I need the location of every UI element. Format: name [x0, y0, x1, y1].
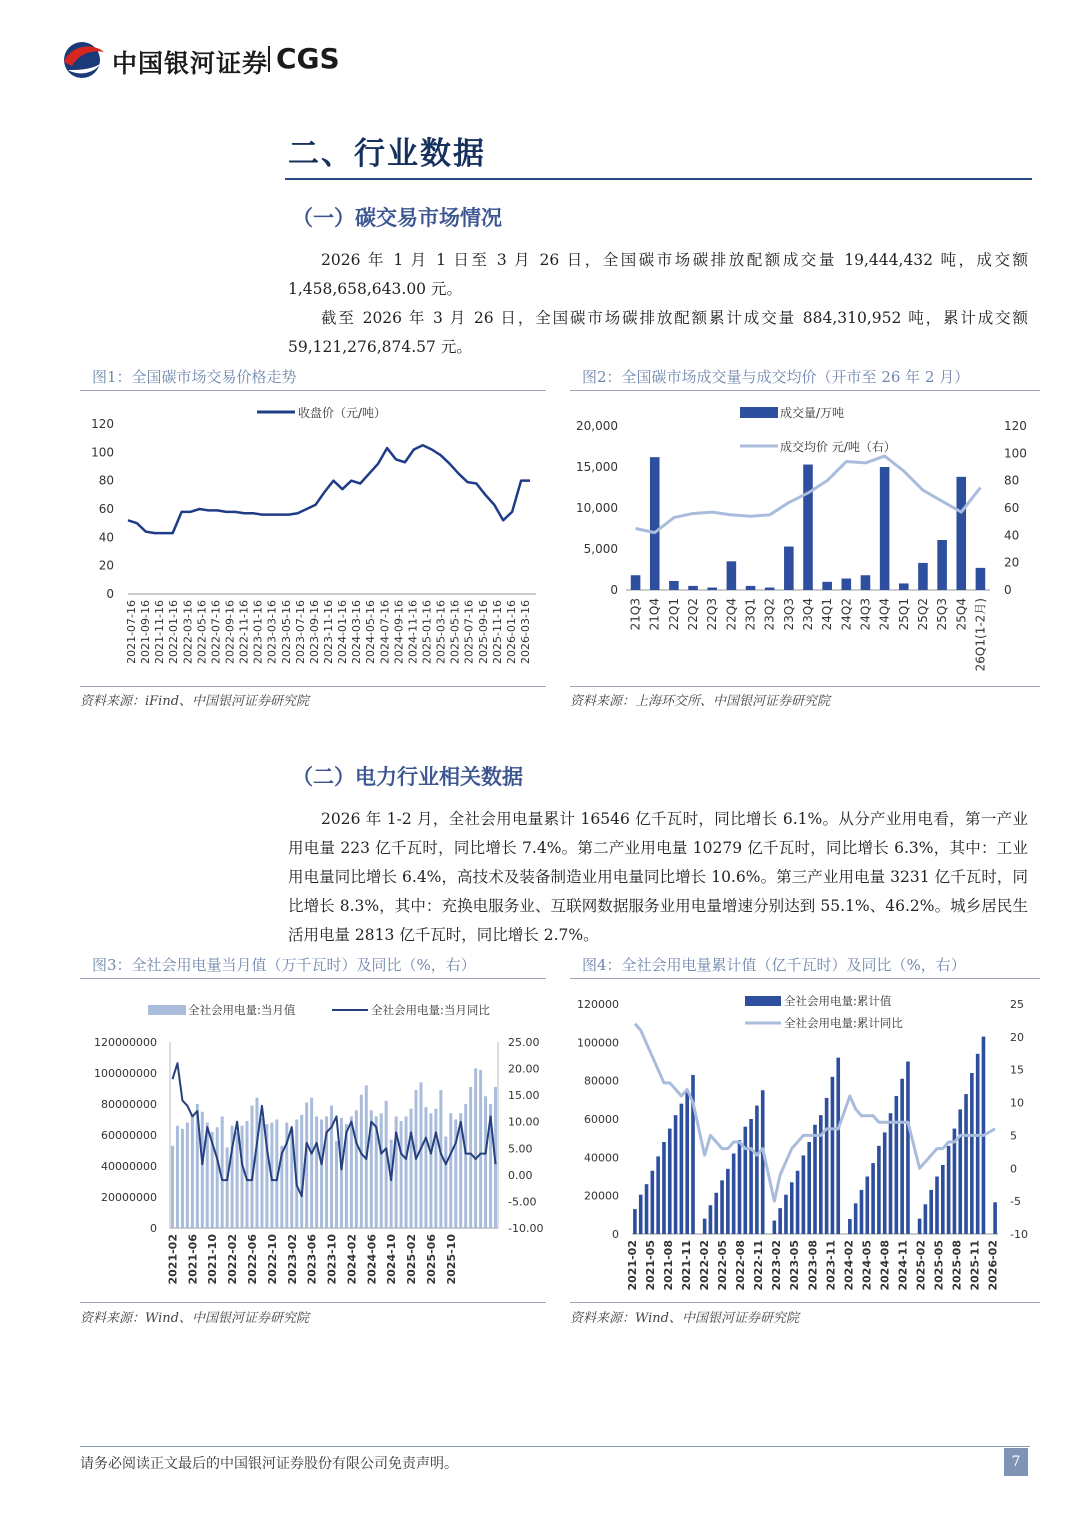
volume-bar	[956, 477, 966, 590]
volume-bar	[707, 588, 717, 590]
cumulative-bar	[900, 1079, 904, 1234]
y-left-tick-label: 40000000	[101, 1160, 157, 1173]
x-tick-label: 2021-09-16	[139, 600, 153, 664]
legend-label: 全社会用电量:累计同比	[784, 1016, 903, 1030]
cumulative-bar	[929, 1190, 933, 1234]
volume-bar	[803, 465, 813, 590]
y-left-tick-label: 120000000	[94, 1036, 157, 1049]
cumulative-bar	[778, 1208, 782, 1234]
y-right-tick-label: 80	[1004, 473, 1020, 488]
cumulative-bar	[883, 1132, 887, 1234]
figure-4-rule	[570, 978, 1040, 979]
y-left-tick-label: 80000	[584, 1074, 619, 1088]
cumulative-bar	[714, 1193, 718, 1234]
cumulative-bar	[790, 1182, 794, 1234]
x-tick-label: 24Q4	[877, 598, 892, 631]
cumulative-bar	[639, 1195, 643, 1234]
legend-bar-swatch	[745, 996, 781, 1006]
cumulative-bar	[709, 1205, 713, 1234]
volume-bar	[631, 575, 641, 590]
figure-3-bottom-rule	[80, 1302, 546, 1303]
cumulative-bar	[854, 1203, 858, 1234]
x-tick-label: 24Q2	[839, 598, 854, 631]
monthly-bar	[236, 1132, 239, 1228]
y-left-tick-label: 0	[612, 1228, 619, 1241]
legend-label: 全社会用电量:当月同比	[371, 1003, 490, 1017]
monthly-bar	[360, 1095, 363, 1228]
legend-label: 全社会用电量:当月值	[188, 1003, 296, 1017]
y-right-tick-label: -10.00	[508, 1222, 544, 1235]
y-tick-label: 20	[98, 558, 114, 573]
x-tick-label: 2025-06	[424, 1234, 438, 1285]
figure-4-title: 图4：全社会用电量累计值（亿千瓦时）及同比（%，右）	[582, 956, 966, 974]
y-right-tick-label: -10	[1010, 1228, 1028, 1241]
y-right-tick-label: 0	[1004, 583, 1012, 597]
monthly-bar	[424, 1107, 427, 1228]
monthly-bar	[444, 1137, 447, 1228]
y-right-tick-label: 25.00	[508, 1036, 540, 1049]
y-right-tick-label: 0.00	[508, 1168, 533, 1182]
y-tick-label: 0	[106, 587, 114, 601]
x-tick-label: 23Q1	[743, 598, 758, 631]
cumulative-bar	[813, 1125, 817, 1234]
y-right-tick-label: 10	[1010, 1096, 1024, 1110]
cumulative-bar	[651, 1171, 655, 1234]
x-tick-label: 2021-05	[644, 1240, 658, 1291]
y-right-tick-label: 15	[1010, 1063, 1024, 1077]
x-tick-label: 2024-07-16	[378, 600, 392, 664]
y-left-tick-label: 20000	[584, 1189, 619, 1203]
figure-3-title: 图3：全社会用电量当月值（万千瓦时）及同比（%，右）	[92, 956, 476, 974]
cumulative-bar	[749, 1119, 753, 1234]
cumulative-bar	[947, 1146, 951, 1234]
monthly-bar	[390, 1140, 393, 1228]
volume-bar	[784, 547, 794, 590]
legend-label: 全社会用电量:累计值	[784, 994, 892, 1008]
volume-bar	[899, 583, 909, 590]
cumulative-bar	[924, 1204, 928, 1234]
y-left-tick-label: 15,000	[576, 460, 618, 474]
volume-bar	[842, 579, 852, 590]
y-left-tick-label: 20,000	[576, 419, 618, 433]
cumulative-bar	[825, 1098, 829, 1234]
monthly-bar	[355, 1110, 358, 1228]
x-tick-label: 2023-10	[325, 1234, 339, 1285]
y-right-tick-label: 120	[1004, 419, 1027, 433]
cumulative-bar	[831, 1077, 835, 1234]
monthly-bar	[464, 1104, 467, 1228]
y-left-tick-label: 0	[610, 583, 618, 597]
y-right-tick-label: 20.00	[508, 1062, 540, 1076]
section-title: 二、行业数据	[288, 136, 486, 172]
x-tick-label: 2025-05	[932, 1240, 946, 1291]
x-tick-label: 26Q1(1-2月)	[973, 598, 988, 672]
x-tick-label: 2023-05	[788, 1240, 802, 1291]
x-tick-label: 25Q3	[935, 598, 950, 631]
cumulative-bar	[877, 1146, 881, 1234]
monthly-bar	[400, 1121, 403, 1228]
cumulative-bar	[970, 1073, 974, 1234]
x-tick-label: 2025-09-16	[476, 600, 490, 664]
y-tick-label: 80	[98, 473, 114, 488]
monthly-bar	[335, 1141, 338, 1228]
x-tick-label: 2026-01-16	[504, 600, 518, 664]
cumulative-bar	[865, 1177, 869, 1235]
x-tick-label: 2025-11-16	[490, 600, 504, 664]
volume-bar	[918, 563, 928, 590]
monthly-bar	[469, 1087, 472, 1228]
x-tick-label: 2023-06	[305, 1234, 319, 1285]
x-tick-label: 2023-07-16	[293, 600, 307, 664]
x-tick-label: 22Q2	[686, 598, 701, 631]
footer-disclaimer: 请务必阅读正文最后的中国银河证券股份有限公司免责声明。	[80, 1456, 458, 1472]
y-right-tick-label: 10.00	[508, 1115, 540, 1129]
x-tick-label: 2023-02	[285, 1234, 299, 1285]
figure-3-rule	[80, 978, 546, 979]
cumulative-bar	[761, 1090, 765, 1234]
x-tick-label: 22Q4	[724, 598, 739, 631]
cumulative-bar	[958, 1109, 962, 1234]
brand-name-cn: 中国银河证券	[112, 49, 269, 78]
monthly-bar	[310, 1098, 313, 1228]
y-left-tick-label: 40000	[584, 1151, 619, 1165]
y-right-tick-label: 25	[1010, 998, 1024, 1011]
x-tick-label: 2024-05-16	[364, 600, 378, 664]
monthly-bar	[484, 1096, 487, 1228]
x-tick-label: 2022-01-16	[167, 600, 181, 664]
y-left-tick-label: 100000	[577, 1036, 619, 1050]
x-tick-label: 2024-11	[896, 1240, 910, 1291]
paragraph-power-data: 2026 年 1-2 月，全社会用电量累计 16546 亿千瓦时，同比增长 6.1%。从分产业用电看，第一产业用电量 223 亿千瓦时，同比增长 7.4%。第二产业用电量 10279 亿千瓦时，同比增长 6.3%，其中：工业用电量同比增长 6.4%，高技术及装备制造业用电量同比增长 10.6%。第三产业用电量 3231 亿千瓦时，同比增长 8.3%，其中：充换电服务业、互联网数据服务业用电量增速分别达到 55.1%、46.2%。城乡居民生活用电量 2813 亿千瓦时，同比增长 2.7%。	[288, 810, 1028, 944]
volume-bar	[746, 586, 756, 590]
x-tick-label: 2024-05	[860, 1240, 874, 1291]
figure-4-bottom-rule	[570, 1302, 1040, 1303]
monthly-bar	[405, 1116, 408, 1228]
y-tick-label: 120	[91, 417, 114, 431]
y-left-tick-label: 5,000	[583, 542, 618, 556]
cumulative-bar	[755, 1106, 759, 1234]
monthly-bar	[434, 1109, 437, 1228]
x-tick-label: 2022-03-16	[181, 600, 195, 664]
cumulative-bar	[848, 1219, 852, 1234]
x-tick-label: 2022-11-16	[237, 600, 251, 664]
cumulative-bar	[784, 1195, 788, 1234]
x-tick-label: 2023-05-16	[279, 600, 293, 664]
x-tick-label: 2025-02	[914, 1240, 928, 1291]
y-left-tick-label: 60000000	[101, 1129, 157, 1142]
x-tick-label: 2024-11-16	[406, 600, 420, 664]
legend-label: 收盘价（元/吨）	[298, 406, 387, 420]
x-tick-label: 23Q2	[762, 598, 777, 631]
x-tick-label: 2024-01-16	[336, 600, 350, 664]
cumulative-bar	[680, 1104, 684, 1234]
x-tick-label: 24Q3	[858, 598, 873, 631]
x-tick-label: 2024-09-16	[392, 600, 406, 664]
y-left-tick-label: 80000000	[101, 1098, 157, 1111]
volume-bar	[976, 568, 986, 590]
cumulative-bar	[685, 1090, 689, 1234]
y-left-tick-label: 100000000	[94, 1067, 157, 1080]
monthly-bar	[439, 1090, 442, 1228]
cumulative-bar	[743, 1127, 747, 1234]
section-title-rule	[285, 178, 1032, 180]
cumulative-bar	[871, 1163, 875, 1234]
x-tick-label: 2022-05	[716, 1240, 730, 1291]
footer-rule	[80, 1446, 1030, 1447]
volume-bar	[650, 457, 660, 590]
cumulative-bar	[941, 1165, 945, 1234]
cumulative-bar	[935, 1177, 939, 1235]
y-tick-label: 60	[98, 502, 114, 516]
y-right-tick-label: 40	[1004, 528, 1020, 543]
subsection-title-power: （二）电力行业相关数据	[292, 764, 523, 789]
cumulative-bar	[918, 1219, 922, 1234]
x-tick-label: 2022-07-16	[209, 600, 223, 664]
y-left-tick-label: 60000	[584, 1113, 619, 1126]
cumulative-bar	[906, 1062, 910, 1235]
x-tick-label: 2023-09-16	[307, 600, 321, 664]
x-tick-label: 2024-10	[385, 1234, 399, 1285]
monthly-bar	[410, 1109, 413, 1228]
x-tick-label: 2024-08	[878, 1240, 892, 1291]
monthly-bar	[171, 1146, 174, 1228]
x-tick-label: 25Q2	[915, 598, 930, 631]
volume-bar	[765, 588, 775, 590]
y-right-tick-label: -5	[1010, 1195, 1021, 1209]
volume-bar	[669, 581, 679, 590]
x-tick-label: 25Q4	[954, 598, 969, 631]
volume-bar	[937, 540, 947, 590]
cumulative-bar	[836, 1058, 840, 1234]
y-tick-label: 100	[91, 445, 114, 460]
paragraph-carbon-ytd: 2026 年 1 月 1 日至 3 月 26 日，全国碳市场碳排放配额成交量 19,444,432 吨，成交额 1,458,658,643.00 元。	[288, 251, 1028, 298]
x-tick-label: 2022-11	[752, 1240, 766, 1291]
monthly-bar	[305, 1102, 308, 1228]
legend-bar-swatch	[148, 1005, 186, 1015]
figure-2-bottom-rule	[570, 686, 1040, 687]
figure-4-chart	[570, 982, 1040, 1300]
y-right-tick-label: 5	[1010, 1129, 1017, 1143]
x-tick-label: 2022-10	[265, 1234, 279, 1285]
cumulative-bar	[633, 1209, 637, 1234]
x-tick-label: 2024-06	[365, 1234, 379, 1285]
volume-bar	[727, 561, 737, 590]
x-tick-label: 24Q1	[820, 598, 835, 631]
x-tick-label: 2023-02	[770, 1240, 784, 1291]
legend-bar-swatch	[740, 407, 778, 418]
x-tick-label: 25Q1	[896, 598, 911, 631]
cumulative-bar	[726, 1169, 730, 1234]
cumulative-bar	[773, 1221, 777, 1234]
y-right-tick-label: -5.00	[508, 1195, 537, 1209]
figure-2-source: 资料来源：上海环交所、中国银河证券研究院	[570, 694, 831, 709]
brand-separator	[268, 46, 270, 72]
x-tick-label: 21Q3	[628, 598, 643, 631]
x-tick-label: 2021-11-16	[153, 600, 167, 664]
page-number: 7	[1004, 1448, 1028, 1476]
figure-1-rule	[80, 390, 546, 391]
monthly-bar	[181, 1129, 184, 1228]
x-tick-label: 2022-02	[698, 1240, 712, 1291]
cumulative-bar	[889, 1113, 893, 1234]
x-tick-label: 2021-06	[186, 1234, 200, 1285]
x-tick-label: 2022-09-16	[223, 600, 237, 664]
cumulative-bar	[656, 1156, 660, 1234]
monthly-bar	[419, 1082, 422, 1228]
figure-1-chart	[80, 394, 546, 684]
legend-label: 成交均价 元/吨（右）	[780, 440, 896, 454]
monthly-bar	[340, 1118, 343, 1228]
x-tick-label: 2022-08	[734, 1240, 748, 1291]
x-tick-label: 2026-03-16	[518, 600, 532, 664]
y-left-tick-label: 0	[150, 1222, 157, 1235]
figure-1-bottom-rule	[80, 686, 546, 687]
monthly-bar	[479, 1070, 482, 1228]
x-tick-label: 2025-10	[444, 1234, 458, 1285]
cumulative-bar	[953, 1129, 957, 1234]
monthly-bar	[429, 1113, 432, 1228]
y-right-tick-label: 20	[1010, 1030, 1024, 1044]
monthly-bar	[385, 1101, 388, 1228]
cumulative-bar	[895, 1096, 899, 1234]
y-right-tick-label: 15.00	[508, 1089, 540, 1103]
x-tick-label: 2024-03-16	[350, 600, 364, 664]
figure-1-source: 资料来源：iFind、中国银河证券研究院	[80, 694, 310, 709]
x-tick-label: 2021-02	[626, 1240, 639, 1291]
monthly-bar	[226, 1147, 229, 1228]
y-right-tick-label: 60	[1004, 501, 1020, 515]
x-tick-label: 2021-08	[662, 1240, 676, 1291]
cumulative-bar	[668, 1129, 672, 1234]
monthly-bar	[449, 1113, 452, 1228]
cumulative-bar	[720, 1180, 724, 1234]
figure-1-title: 图1：全国碳市场交易价格走势	[92, 368, 297, 386]
figure-2-title: 图2：全国碳市场成交量与成交均价（开市至 26 年 2 月）	[582, 368, 970, 386]
x-tick-label: 2026-02	[986, 1240, 1000, 1291]
brand-name-en: CGS	[276, 42, 340, 75]
figure-3-chart	[80, 982, 546, 1300]
x-tick-label: 2021-10	[206, 1234, 220, 1285]
y-left-tick-label: 20000000	[101, 1191, 157, 1204]
monthly-bar	[300, 1115, 303, 1228]
x-tick-label: 2025-05-16	[448, 600, 462, 664]
x-tick-label: 22Q1	[666, 598, 681, 631]
cumulative-bar	[662, 1142, 666, 1234]
y-left-tick-label: 10,000	[576, 501, 618, 515]
x-tick-label: 2021-11	[680, 1240, 694, 1291]
x-tick-label: 2023-11	[824, 1240, 838, 1291]
monthly-bar	[320, 1120, 323, 1229]
monthly-bar	[474, 1068, 477, 1228]
figure-4-source: 资料来源：Wind、中国银河证券研究院	[570, 1311, 799, 1326]
x-tick-label: 23Q4	[801, 598, 815, 631]
cumulative-bar	[732, 1154, 736, 1235]
y-right-tick-label: 0	[1010, 1162, 1017, 1176]
brand-logo	[60, 40, 106, 80]
figure-3-source: 资料来源：Wind、中国银河证券研究院	[80, 1311, 309, 1326]
x-tick-label: 2025-07-16	[462, 600, 476, 664]
figure-2-chart	[570, 394, 1040, 684]
cumulative-bar	[674, 1115, 678, 1234]
volume-bar	[822, 582, 832, 590]
x-tick-label: 2023-11-16	[322, 600, 335, 664]
cumulative-bar	[796, 1171, 800, 1234]
cumulative-bar	[645, 1184, 649, 1234]
volume-bar	[880, 467, 890, 590]
x-tick-label: 23Q3	[781, 598, 796, 631]
subsection-title-carbon: （一）碳交易市场情况	[292, 205, 502, 230]
figure-2-rule	[570, 390, 1040, 391]
monthly-bar	[201, 1112, 204, 1228]
y-left-tick-label: 120000	[577, 998, 619, 1011]
monthly-bar	[255, 1098, 258, 1228]
x-tick-label: 2023-08	[806, 1240, 820, 1291]
cgs-logo-icon	[60, 40, 106, 80]
x-tick-label: 2023-01-16	[251, 600, 265, 664]
legend-label: 成交量/万吨	[780, 406, 845, 420]
x-tick-label: 21Q4	[647, 598, 662, 631]
cumulative-bar	[807, 1142, 811, 1234]
x-tick-label: 2023-03-16	[265, 600, 279, 664]
monthly-bar	[350, 1116, 353, 1228]
x-tick-label: 2025-01-16	[420, 600, 434, 664]
cumulative-bar	[703, 1219, 707, 1234]
price-line-series	[128, 445, 530, 533]
x-tick-label: 2025-11	[968, 1240, 982, 1291]
cumulative-bar	[976, 1054, 980, 1234]
x-tick-label: 2025-08	[950, 1240, 964, 1291]
x-tick-label: 2021-02	[166, 1234, 180, 1285]
x-tick-label: 2025-03-16	[434, 600, 448, 664]
x-tick-label: 22Q3	[705, 598, 720, 631]
x-tick-label: 2022-02	[226, 1234, 240, 1285]
y-right-tick-label: 100	[1004, 446, 1027, 461]
monthly-bar	[176, 1126, 179, 1228]
cumulative-bar	[738, 1140, 742, 1234]
monthly-bar	[241, 1126, 244, 1228]
monthly-bar	[315, 1116, 318, 1228]
cumulative-bar	[993, 1202, 997, 1234]
monthly-bar	[216, 1127, 219, 1228]
volume-bar	[861, 575, 871, 590]
x-tick-label: 2022-05-16	[195, 600, 209, 664]
y-right-tick-label: 5.00	[508, 1142, 533, 1156]
cumulative-bar	[860, 1190, 864, 1234]
monthly-bar	[186, 1123, 189, 1228]
y-tick-label: 40	[98, 530, 114, 545]
cumulative-bar	[964, 1094, 968, 1234]
x-tick-label: 2024-02	[842, 1240, 856, 1291]
x-tick-label: 2021-07-16	[125, 600, 139, 664]
y-right-tick-label: 20	[1004, 555, 1020, 570]
x-tick-label: 2025-02	[405, 1234, 419, 1285]
monthly-bar	[380, 1113, 383, 1228]
volume-bar	[688, 586, 698, 590]
paragraph-carbon-cumulative: 截至 2026 年 3 月 26 日，全国碳市场碳排放配额累计成交量 884,310,952 吨，累计成交额 59,121,276,874.57 元。	[288, 309, 1028, 356]
x-tick-label: 2024-02	[345, 1234, 359, 1285]
x-tick-label: 2022-06	[246, 1234, 259, 1285]
monthly-bar	[191, 1116, 194, 1228]
cumulative-bar	[802, 1155, 806, 1234]
monthly-bar	[260, 1118, 263, 1228]
